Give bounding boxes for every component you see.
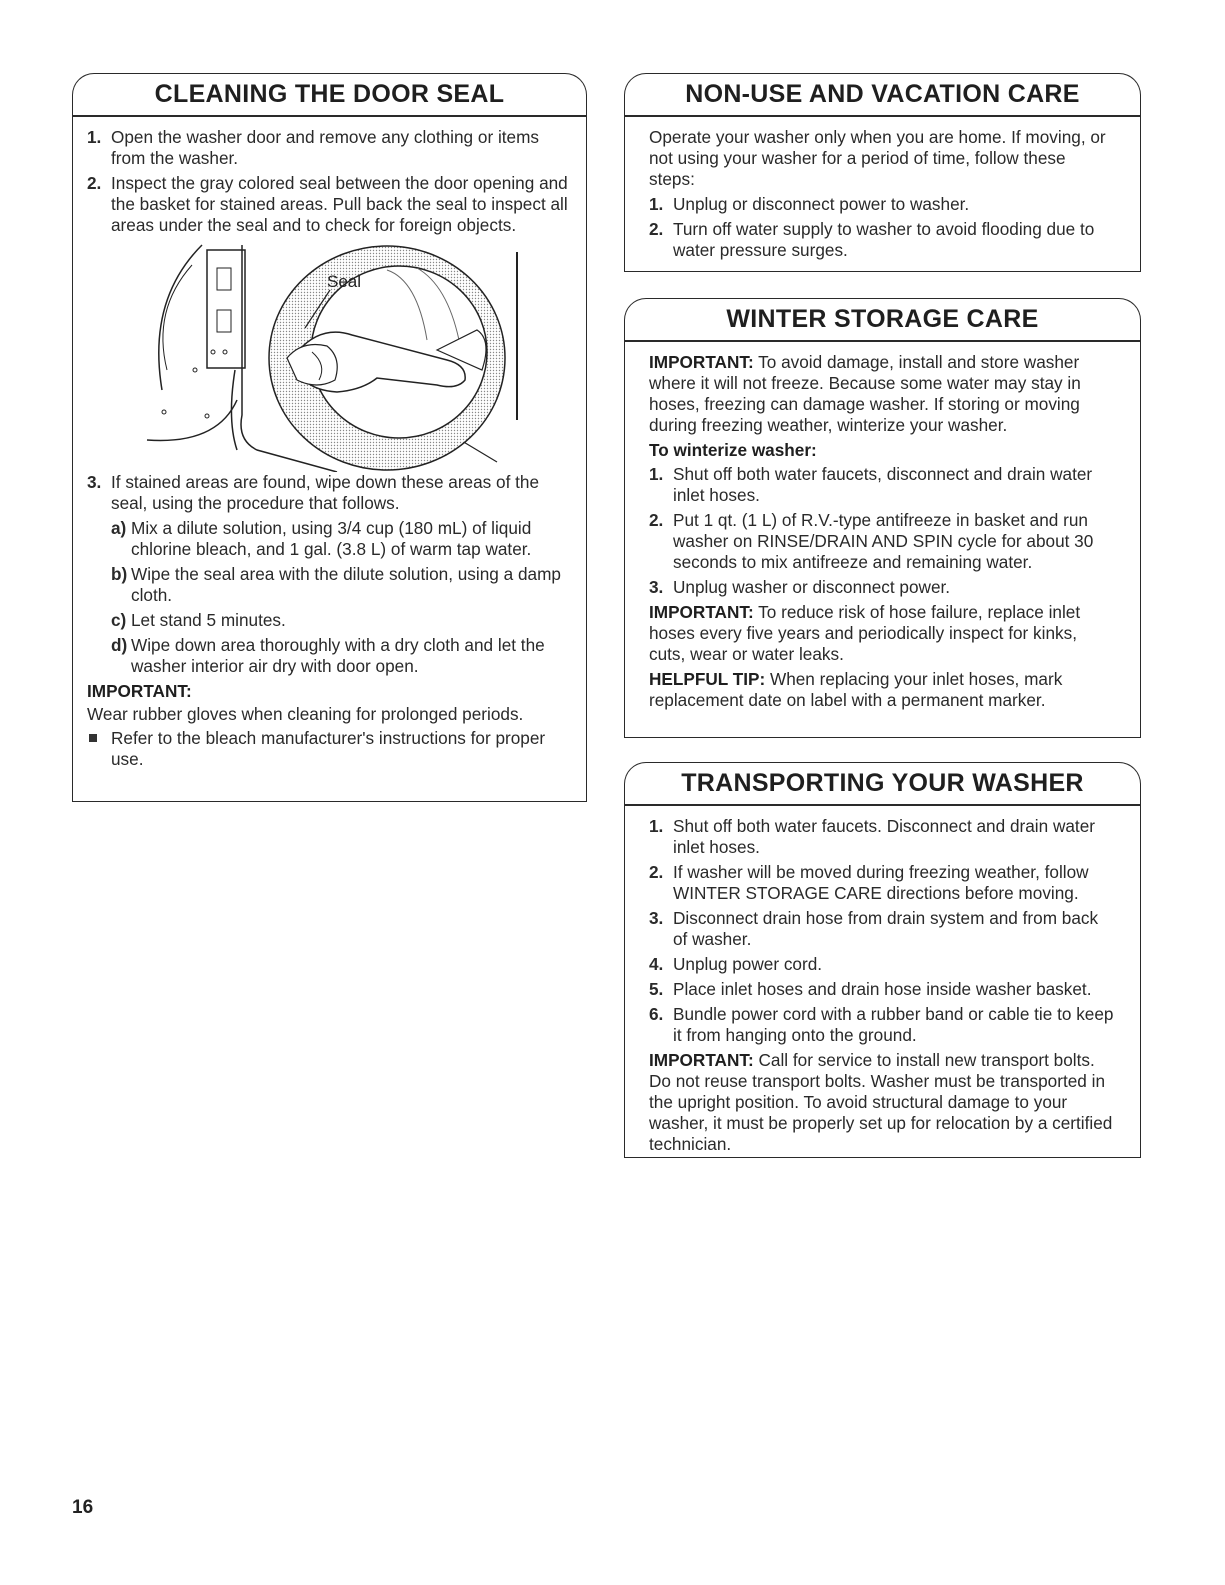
step-number: 3. — [649, 908, 664, 928]
important-label: IMPORTANT: — [649, 352, 754, 372]
step-text: Inspect the gray colored seal between the door opening and the basket for stained areas. Pull back the seal to inspect all areas under the seal and to check for foreign objects. — [111, 173, 568, 235]
step-number: 2. — [649, 219, 664, 239]
step-3 — [87, 472, 572, 514]
section-header — [624, 762, 1141, 804]
important-text: Wear rubber gloves when cleaning for prolonged periods. — [87, 704, 524, 724]
substep-letter: b) — [111, 564, 128, 584]
step-number: 1. — [649, 194, 664, 214]
substep-d — [87, 635, 572, 677]
important-label: IMPORTANT: — [649, 1050, 754, 1070]
step-1 — [87, 127, 572, 169]
important-text: Call for service to install new transport bolts. Do not reuse transport bolts. Washer must be transported in the upright position. To avoid structural damage to your washer, it must be properly set up for relocation by a certified technician. — [649, 1050, 1113, 1154]
step-text: Put 1 qt. (1 L) of R.V.-type antifreeze in basket and run washer on RINSE/DRAIN AND SPIN cycle for about 30 seconds to mix antifreeze and remaining water. — [673, 510, 1094, 572]
step-number: 1. — [649, 816, 664, 836]
bullet-text: Refer to the bleach manufacturer's instructions for proper use. — [111, 728, 546, 769]
step-number: 4. — [649, 954, 664, 974]
section-title: WINTER STORAGE CARE — [726, 305, 1039, 333]
step-3 — [649, 908, 1116, 950]
step-text: Place inlet hoses and drain hose inside washer basket. — [673, 979, 1092, 999]
step-6 — [649, 1004, 1116, 1046]
door-seal-illustration — [87, 240, 572, 472]
step-number: 1. — [649, 464, 664, 484]
step-5 — [649, 979, 1116, 1000]
important-paragraph — [649, 1050, 1116, 1155]
substep-b — [87, 564, 572, 606]
step-text: Unplug washer or disconnect power. — [673, 577, 951, 597]
step-text: If washer will be moved during freezing weather, follow WINTER STORAGE CARE directions before moving. — [673, 862, 1089, 903]
section-body — [624, 340, 1141, 738]
step-text: Unplug power cord. — [673, 954, 823, 974]
section-header — [624, 73, 1141, 115]
step-text: Open the washer door and remove any clothing or items from the washer. — [111, 127, 540, 168]
substep-letter: d) — [111, 635, 128, 655]
step-1 — [649, 194, 1116, 215]
helpful-tip-text: When replacing your inlet hoses, mark replacement date on label with a permanent marker. — [649, 669, 1063, 710]
step-text: Disconnect drain hose from drain system and from back of washer. — [673, 908, 1099, 949]
winter-storage-care-section — [624, 298, 1141, 738]
section-body — [624, 115, 1141, 272]
step-2 — [649, 510, 1116, 573]
important-text: To avoid damage, install and store washer where it will not freeze. Because some water may stay in hoses, freezing can damage washer. If storing or moving during freezing weather, winterize your washer. — [649, 352, 1081, 435]
step-number: 3. — [649, 577, 664, 597]
step-text: Turn off water supply to washer to avoid flooding due to water pressure surges. — [673, 219, 1095, 260]
step-number: 2. — [649, 862, 664, 882]
step-1 — [649, 464, 1116, 506]
step-4 — [649, 954, 1116, 975]
step-number: 1. — [87, 127, 102, 147]
important-paragraph-2 — [649, 602, 1116, 665]
section-body — [624, 804, 1141, 1158]
page-number: 16 — [72, 1497, 94, 1518]
substep-letter: c) — [111, 610, 127, 630]
substep-text: Wipe down area thoroughly with a dry cloth and let the washer interior air dry with door open. — [131, 635, 545, 676]
section-title: CLEANING THE DOOR SEAL — [154, 80, 505, 108]
step-number: 6. — [649, 1004, 664, 1024]
step-number: 3. — [87, 472, 102, 492]
step-text: If stained areas are found, wipe down these areas of the seal, using the procedure that follows. — [111, 472, 540, 513]
seal-label: Seal — [327, 272, 362, 291]
section-header — [72, 73, 587, 115]
step-text: Unplug or disconnect power to washer. — [673, 194, 970, 214]
door-seal-drawing — [87, 240, 572, 472]
substep-text: Let stand 5 minutes. — [131, 610, 286, 630]
helpful-tip-label: HELPFUL TIP: — [649, 669, 766, 689]
step-number: 2. — [649, 510, 664, 530]
step-number: 2. — [87, 173, 102, 193]
section-title: NON-USE AND VACATION CARE — [685, 80, 1080, 108]
important-paragraph-1 — [649, 352, 1116, 436]
step-3 — [649, 577, 1116, 598]
section-body — [72, 115, 587, 802]
bullet-item — [87, 728, 572, 770]
step-2 — [649, 862, 1116, 904]
step-2 — [649, 219, 1116, 261]
bullet-square-icon — [89, 734, 97, 742]
non-use-vacation-care-section — [624, 73, 1141, 272]
transporting-washer-section — [624, 762, 1141, 1158]
step-text: Shut off both water faucets. Disconnect and drain water inlet hoses. — [673, 816, 1095, 857]
section-header — [624, 298, 1141, 340]
step-text: Bundle power cord with a rubber band or cable tie to keep it from hanging onto the ground. — [673, 1004, 1114, 1045]
important-label: IMPORTANT: — [649, 602, 754, 622]
substep-letter: a) — [111, 518, 127, 538]
step-2 — [87, 173, 572, 236]
substep-text: Mix a dilute solution, using 3/4 cup (180 mL) of liquid chlorine bleach, and 1 gal. (3.8 L) of warm tap water. — [131, 518, 532, 559]
substep-c — [87, 610, 572, 631]
cleaning-door-seal-section — [72, 73, 587, 802]
intro-text: Operate your washer only when you are home. If moving, or not using your washer for a period of time, follow these steps: — [649, 127, 1106, 189]
winterize-heading: To winterize washer: — [649, 440, 817, 460]
section-title: TRANSPORTING YOUR WASHER — [681, 769, 1084, 797]
step-number: 5. — [649, 979, 664, 999]
helpful-tip-paragraph — [649, 669, 1116, 711]
important-text: To reduce risk of hose failure, replace inlet hoses every five years and periodically inspect for kinks, cuts, wear or water leaks. — [649, 602, 1081, 664]
step-1 — [649, 816, 1116, 858]
substep-a — [87, 518, 572, 560]
substep-text: Wipe the seal area with the dilute solution, using a damp cloth. — [131, 564, 561, 605]
important-label: IMPORTANT: — [87, 681, 192, 701]
step-text: Shut off both water faucets, disconnect and drain water inlet hoses. — [673, 464, 1093, 505]
